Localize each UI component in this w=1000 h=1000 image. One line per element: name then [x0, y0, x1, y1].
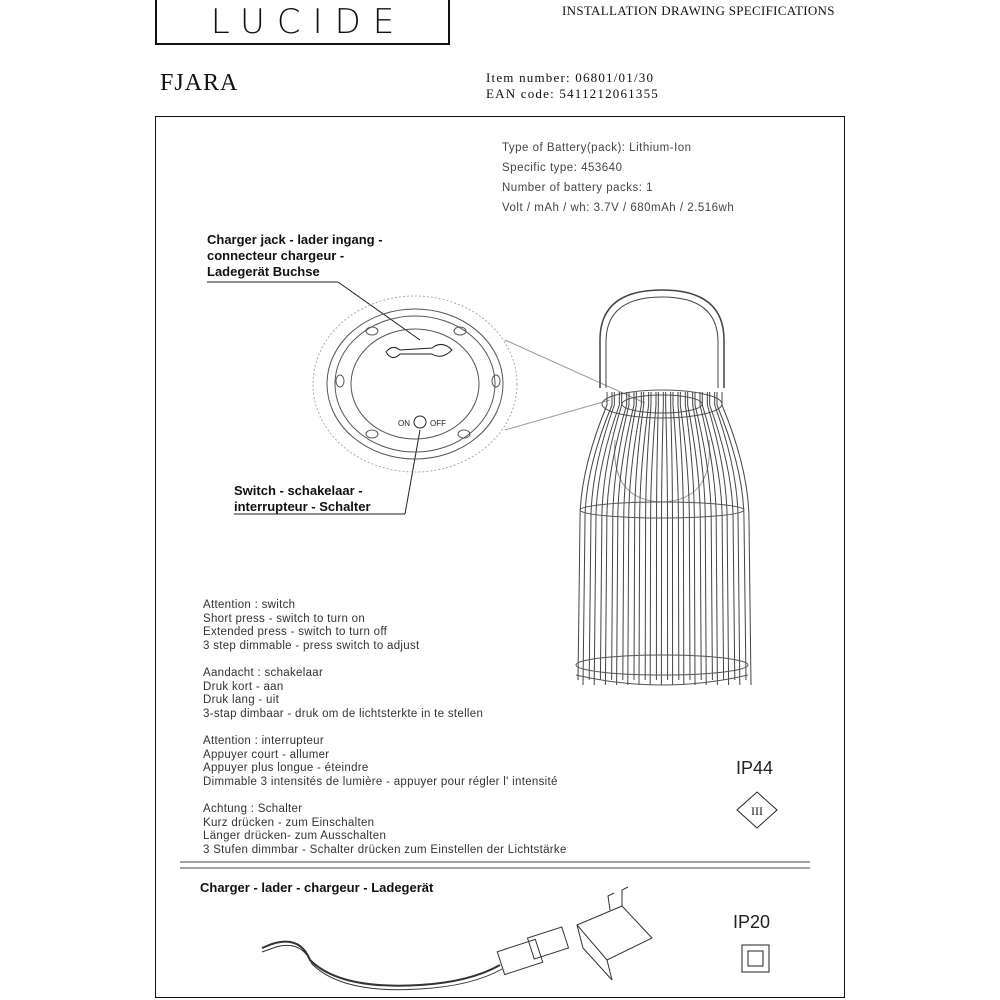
instructions-de [203, 803, 567, 857]
item-number: Item number: 06801/01/30 [486, 70, 655, 85]
instruction-line: Länger drücken- zum Ausschalten [203, 830, 387, 842]
instruction-line: Extended press - switch to turn off [203, 626, 388, 638]
cage-bar [680, 392, 690, 680]
charger-ip-rating: IP20 [733, 912, 771, 932]
callout-line: Switch - schakelaar - [234, 483, 363, 498]
switch-on-label: ON [398, 419, 410, 428]
cage-bar [583, 392, 612, 685]
instruction-line: Druk lang - uit [203, 694, 280, 706]
instruction-line: 3-stap dimbaar - druk om de lichtsterkte in te stellen [203, 707, 484, 720]
spec-battery-count: Number of battery packs: 1 [502, 182, 654, 194]
spec-battery-type: Type of Battery(pack): Lithium-Ion [502, 142, 692, 154]
instruction-line: Appuyer court - allumer [203, 748, 330, 761]
callout-line: Charger jack - lader ingang - [207, 232, 383, 247]
callout-line: connecteur chargeur - [207, 248, 345, 263]
cage-bar [578, 392, 607, 680]
instructions-nl [203, 667, 483, 721]
instruction-line: Attention : interrupteur [203, 735, 324, 747]
cage-bar [700, 392, 717, 685]
instruction-line: Dimmable 3 intensités de lumière - appuyer pour régler l' intensité [203, 775, 558, 788]
ean-code: EAN code: 5411212061355 [486, 86, 659, 101]
cage-bar [656, 392, 658, 680]
cage-bar [666, 392, 668, 680]
charger-title: Charger - lader - chargeur - Ladegerät [200, 880, 434, 895]
spec-electrical: Volt / mAh / wh: 3.7V / 680mAh / 2.516wh [502, 202, 735, 214]
callout-line: interrupteur - Schalter [234, 499, 371, 514]
cage-bar [612, 392, 629, 680]
instruction-line: Appuyer plus longue - éteindre [203, 762, 369, 774]
instructions-en [203, 599, 420, 653]
callout-line: Ladegerät Buchse [207, 264, 320, 279]
product-name: FJARA [160, 70, 239, 96]
switch-off-label: OFF [430, 419, 446, 428]
cage-bar [722, 392, 751, 685]
cage-bar [661, 392, 663, 685]
instruction-line: Short press - switch to turn on [203, 612, 366, 625]
cage-bar [673, 392, 679, 680]
instruction-line: Aandacht : schakelaar [203, 667, 324, 679]
cage-bar [717, 392, 746, 680]
instruction-line: Druk kort - aan [203, 680, 284, 693]
cage-bar [671, 392, 673, 685]
document-title: INSTALLATION DRAWING SPECIFICATIONS [562, 3, 835, 18]
spec-specific-type: Specific type: 453640 [502, 162, 623, 174]
instruction-line: 3 step dimmable - press switch to adjust [203, 639, 420, 652]
cage-bar [639, 392, 649, 685]
cage-bar [650, 392, 656, 685]
lamp-ip-rating: IP44 [736, 758, 774, 778]
instruction-line: Kurz drücken - zum Einschalten [203, 816, 375, 829]
instructions-fr [203, 735, 558, 789]
class-iii-symbol: III [751, 804, 763, 818]
instruction-line: Attention : switch [203, 599, 296, 611]
instruction-line: 3 Stufen dimmbar - Schalter drücken zum Einstellen der Lichtstärke [203, 843, 567, 856]
brand-logo: LUCIDE [155, 0, 450, 45]
instruction-line: Achtung : Schalter [203, 803, 303, 815]
